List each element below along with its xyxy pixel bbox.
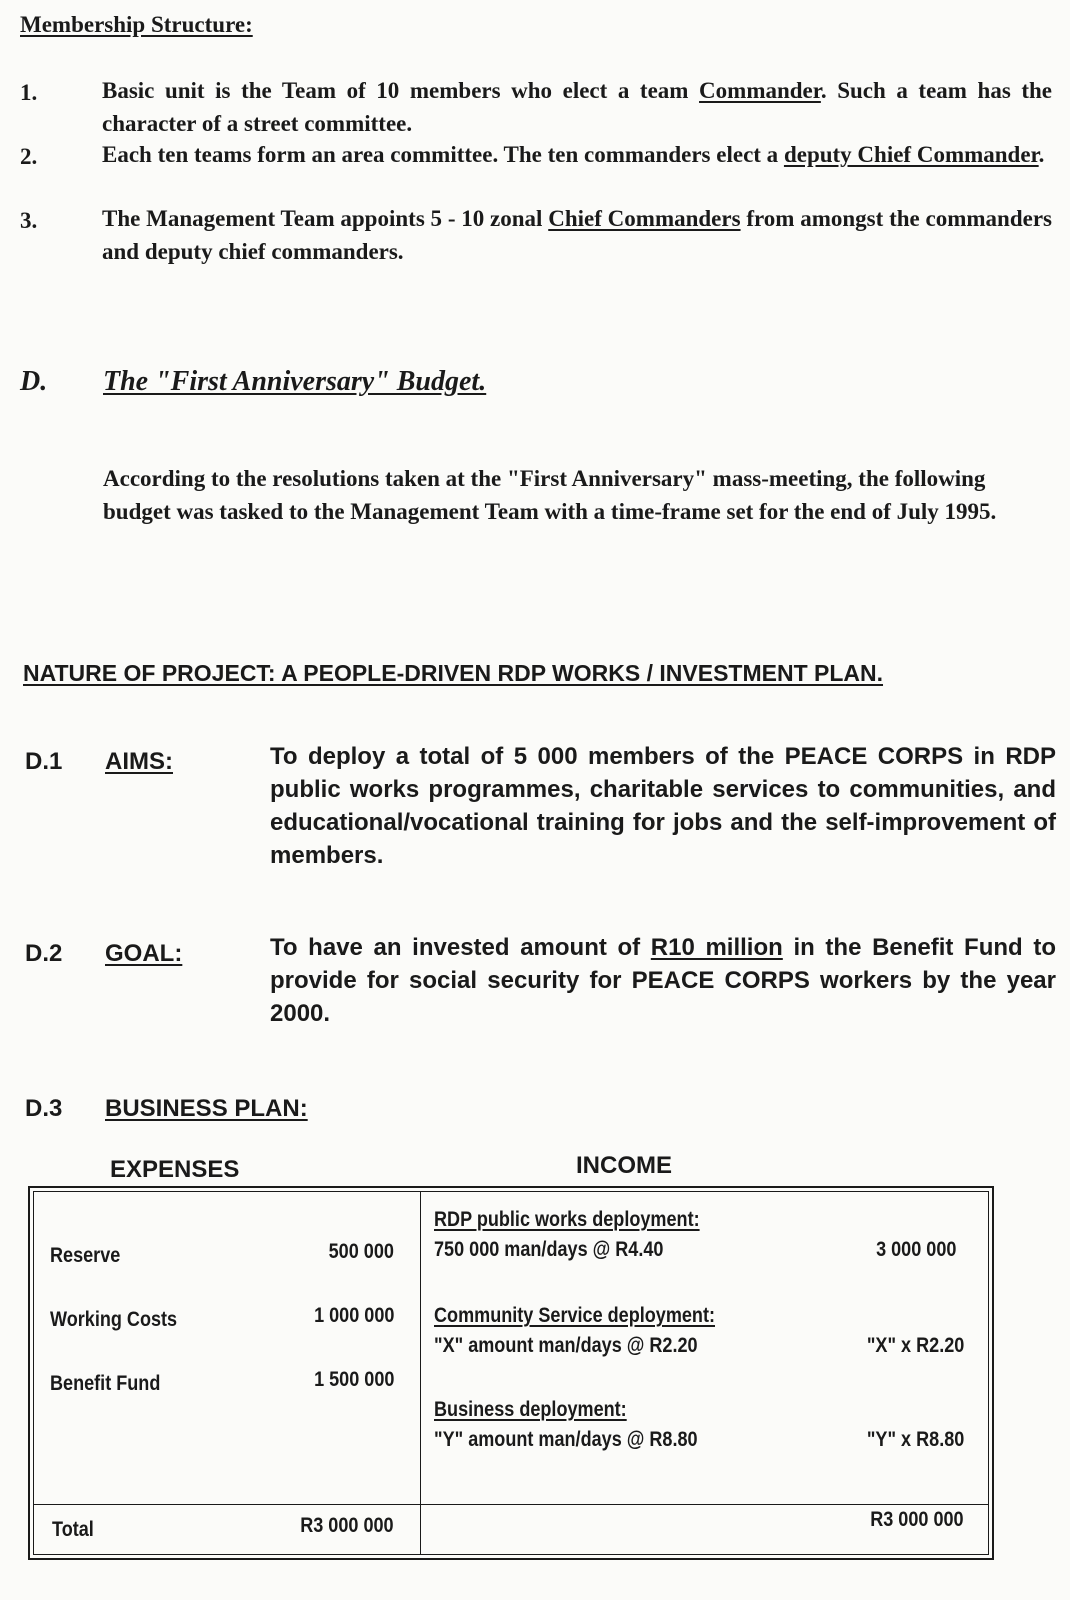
d3-label: BUSINESS PLAN: — [105, 1095, 308, 1122]
d1-number: D.1 — [25, 748, 63, 775]
total-income: R3 000 000 — [870, 1508, 964, 1531]
d1-label: AIMS: — [105, 748, 173, 775]
chief-commanders-term: Chief Commanders — [548, 206, 741, 231]
list-item-text: Each ten teams form an area committee. The ten commanders elect a deputy Chief Commander. — [102, 142, 1045, 167]
section-intro: According to the resolutions taken at the "First Anniversary" mass-meeting, the following budget was tasked to the Management Team with a time-frame set for the end of July 1995. — [103, 466, 997, 524]
expense-value: 500 000 — [328, 1240, 394, 1263]
income-heading: Community Service deployment: — [434, 1304, 716, 1327]
budget-table — [28, 1186, 994, 1560]
income-header: INCOME — [576, 1152, 672, 1179]
goal-amount: R10 million — [650, 934, 783, 961]
total-expenses: R3 000 000 — [300, 1514, 394, 1537]
nature-of-project-heading: NATURE OF PROJECT: A PEOPLE-DRIVEN RDP WORKS / INVESTMENT PLAN. — [23, 660, 884, 686]
total-label: Total — [52, 1518, 94, 1541]
deputy-chief-commander-term: deputy Chief Commander — [783, 142, 1039, 167]
membership-title: Membership Structure: — [20, 12, 253, 37]
column-divider — [420, 1192, 421, 1554]
income-value: "X" x R2.20 — [866, 1334, 964, 1357]
income-heading: RDP public works deployment: — [434, 1208, 700, 1231]
commander-term: Commander — [699, 78, 821, 103]
d2-text: To have an invested amount of R10 million in the Benefit Fund to provide for social security for PEACE CORPS workers by the year 2000. — [270, 934, 1056, 1027]
expense-value: 1 500 000 — [313, 1368, 394, 1391]
expense-label: Working Costs — [50, 1308, 178, 1331]
expenses-header: EXPENSES — [110, 1156, 240, 1183]
expense-label: Benefit Fund — [50, 1372, 161, 1395]
section-title: The "First Anniversary" Budget. — [103, 366, 487, 397]
d2-label: GOAL: — [105, 940, 183, 967]
list-item-text: Basic unit is the Team of 10 members who elect a team Commander. Such a team has the character of a street committee. — [102, 78, 1053, 136]
income-heading: Business deployment: — [434, 1398, 627, 1421]
income-value: "Y" x R8.80 — [866, 1428, 964, 1451]
expense-label: Reserve — [50, 1244, 121, 1267]
expense-value: 1 000 000 — [313, 1304, 394, 1327]
list-item-number: 3. — [20, 208, 38, 233]
d3-number: D.3 — [25, 1095, 63, 1122]
d1-text: To deploy a total of 5 000 members of the PEACE CORPS in RDP public works programmes, charitable services to communities, and educational/vocational training for jobs and the self-improvement of members. — [270, 743, 1056, 869]
list-item-number: 1. — [20, 80, 38, 105]
income-detail: "X" amount man/days @ R2.20 — [434, 1334, 698, 1357]
d2-number: D.2 — [25, 940, 63, 967]
list-item-number: 2. — [20, 144, 38, 169]
income-detail: 750 000 man/days @ R4.40 — [434, 1238, 664, 1261]
list-item-text: The Management Team appoints 5 - 10 zonal Chief Commanders from amongst the commanders and deputy chief commanders. — [102, 206, 1052, 264]
total-divider — [34, 1504, 988, 1505]
income-value: 3 000 000 — [875, 1238, 956, 1261]
income-detail: "Y" amount man/days @ R8.80 — [434, 1428, 698, 1451]
section-letter: D. — [20, 366, 48, 397]
